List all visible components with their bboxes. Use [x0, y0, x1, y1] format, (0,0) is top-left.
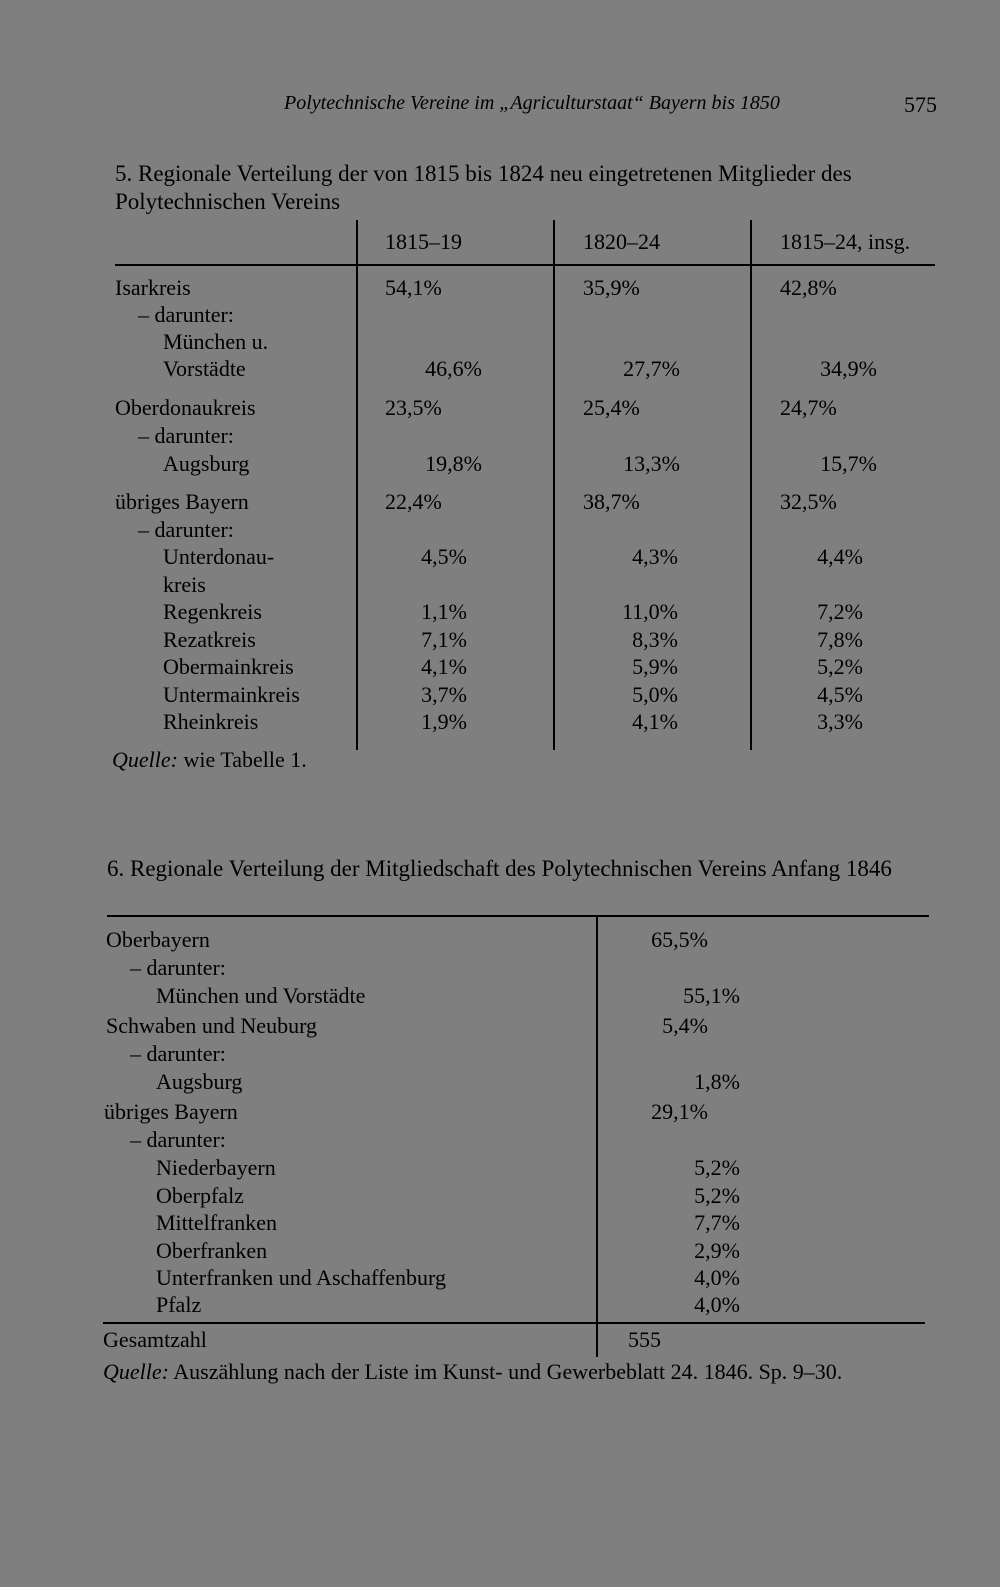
table5-row-label: Vorstädte — [163, 356, 246, 381]
table6-row-label: München und Vorstädte — [156, 983, 366, 1008]
table5-value: 15,7% — [820, 451, 877, 476]
table6-title: 6. Regionale Verteilung der Mitgliedschaft des Polytechnischen Vereins Anfang 1846 — [107, 856, 892, 881]
table6-row-label: Unterfranken und Aschaffenburg — [156, 1265, 446, 1290]
table5-row-label: Rezatkreis — [163, 627, 256, 652]
table5-value: 27,7% — [623, 356, 680, 381]
table6-value: 2,9% — [694, 1238, 740, 1263]
table6-row-label: übriges Bayern — [104, 1099, 238, 1124]
table6-total-rule — [103, 1322, 925, 1324]
table5-title: 5. Regionale Verteilung der von 1815 bis 1824 neu eingetretenen Mitglieder des Polytechnischen Vereins — [115, 161, 852, 214]
table5-value: 35,9% — [583, 275, 640, 300]
table5-col-header: 1815–24, insg. — [780, 229, 911, 254]
table6-row-label: Oberpfalz — [156, 1183, 244, 1208]
table5-row-label: – darunter: — [138, 302, 234, 327]
table5-row-label: Rheinkreis — [163, 709, 259, 734]
table6-column-rule — [596, 917, 598, 1357]
table6-row-label: – darunter: — [130, 1127, 226, 1152]
table5-row-label: Unterdonau- — [163, 544, 275, 569]
table5-value: 25,4% — [583, 395, 640, 420]
table5-value: 5,2% — [817, 654, 863, 679]
table5-value: 24,7% — [780, 395, 837, 420]
table5-row-label: übriges Bayern — [115, 489, 249, 514]
table6-source — [103, 1358, 925, 1386]
table5-value: 13,3% — [623, 451, 680, 476]
table6-value: 5,2% — [694, 1155, 740, 1180]
table5-value: 34,9% — [820, 356, 877, 381]
table5-row-label: – darunter: — [138, 517, 234, 542]
table5-value: 4,1% — [632, 709, 678, 734]
table6-row-label: Augsburg — [156, 1069, 243, 1094]
table5-value: 4,3% — [632, 544, 678, 569]
table5-value: 42,8% — [780, 275, 837, 300]
table5-value: 7,8% — [817, 627, 863, 652]
table6-value: 5,4% — [662, 1013, 708, 1038]
table6-value: 5,2% — [694, 1183, 740, 1208]
table5-row-label: Augsburg — [163, 451, 250, 476]
table5-value: 8,3% — [632, 627, 678, 652]
table6-row-label: Niederbayern — [156, 1155, 276, 1180]
table5-value: 3,3% — [817, 709, 863, 734]
table5-value: 1,9% — [421, 709, 467, 734]
table5-value: 5,0% — [632, 682, 678, 707]
table5-row-label: Regenkreis — [163, 599, 262, 624]
table5-value: 7,1% — [421, 627, 467, 652]
table5-value: 5,9% — [632, 654, 678, 679]
running-header-title: Polytechnische Vereine im „Agriculturstaat“ Bayern bis 1850 — [284, 92, 780, 114]
table5-source — [112, 747, 307, 773]
table5-row-label: Untermainkreis — [163, 682, 300, 707]
table5-value: 4,5% — [817, 682, 863, 707]
table5-value: 3,7% — [421, 682, 467, 707]
table6-row-label: Oberbayern — [106, 927, 210, 952]
table5-value: 32,5% — [780, 489, 837, 514]
source-text: Auszählung nach der Liste im Kunst- und Gewerbeblatt 24. 1846. Sp. 9–30. — [173, 1359, 843, 1384]
table5-col-header: 1815–19 — [385, 229, 462, 254]
table5-row-label: kreis — [163, 572, 206, 597]
table5-row-label: Isarkreis — [115, 275, 191, 300]
table6-value: 65,5% — [651, 927, 708, 952]
table5-value: 46,6% — [425, 356, 482, 381]
table6-row-label: – darunter: — [130, 1041, 226, 1066]
page-number: 575 — [904, 92, 937, 117]
table5-column-rule — [750, 220, 752, 750]
table6-value: 55,1% — [683, 983, 740, 1008]
table6-row-label: Schwaben und Neuburg — [106, 1013, 317, 1038]
table5-column-rule — [356, 220, 358, 750]
table5-row-label: Oberdonaukreis — [115, 395, 256, 420]
table5-value: 7,2% — [817, 599, 863, 624]
table5-value: 11,0% — [621, 599, 678, 624]
source-label: Quelle: — [112, 747, 178, 772]
table6-total-label: Gesamtzahl — [103, 1327, 207, 1352]
table5-header-rule — [115, 264, 935, 266]
table5-value: 19,8% — [425, 451, 482, 476]
table6-row-label: Mittelfranken — [156, 1210, 277, 1235]
table6-value: 4,0% — [694, 1265, 740, 1290]
table6-value: 29,1% — [651, 1099, 708, 1124]
source-label: Quelle: — [103, 1359, 169, 1384]
table6-row-label: – darunter: — [130, 955, 226, 980]
table5-value: 4,1% — [421, 654, 467, 679]
table6-value: 1,8% — [694, 1069, 740, 1094]
table6-row-label: Pfalz — [156, 1292, 202, 1317]
table5-row-label: München u. — [163, 329, 269, 354]
table6-total-value: 555 — [628, 1327, 661, 1352]
table5-col-header: 1820–24 — [583, 229, 660, 254]
table6-value: 7,7% — [694, 1210, 740, 1235]
table6-value: 4,0% — [694, 1292, 740, 1317]
table5-row-label: Obermainkreis — [163, 654, 294, 679]
table5-value: 4,4% — [817, 544, 863, 569]
table5-value: 38,7% — [583, 489, 640, 514]
table5-column-rule — [553, 220, 555, 750]
table5-value: 4,5% — [421, 544, 467, 569]
table6-top-rule — [107, 915, 929, 917]
table5-row-label: – darunter: — [138, 423, 234, 448]
table6-row-label: Oberfranken — [156, 1238, 268, 1263]
table5-value: 1,1% — [421, 599, 467, 624]
table5-value: 22,4% — [385, 489, 442, 514]
table5-value: 54,1% — [385, 275, 442, 300]
table5-value: 23,5% — [385, 395, 442, 420]
source-text: wie Tabelle 1. — [183, 747, 307, 772]
